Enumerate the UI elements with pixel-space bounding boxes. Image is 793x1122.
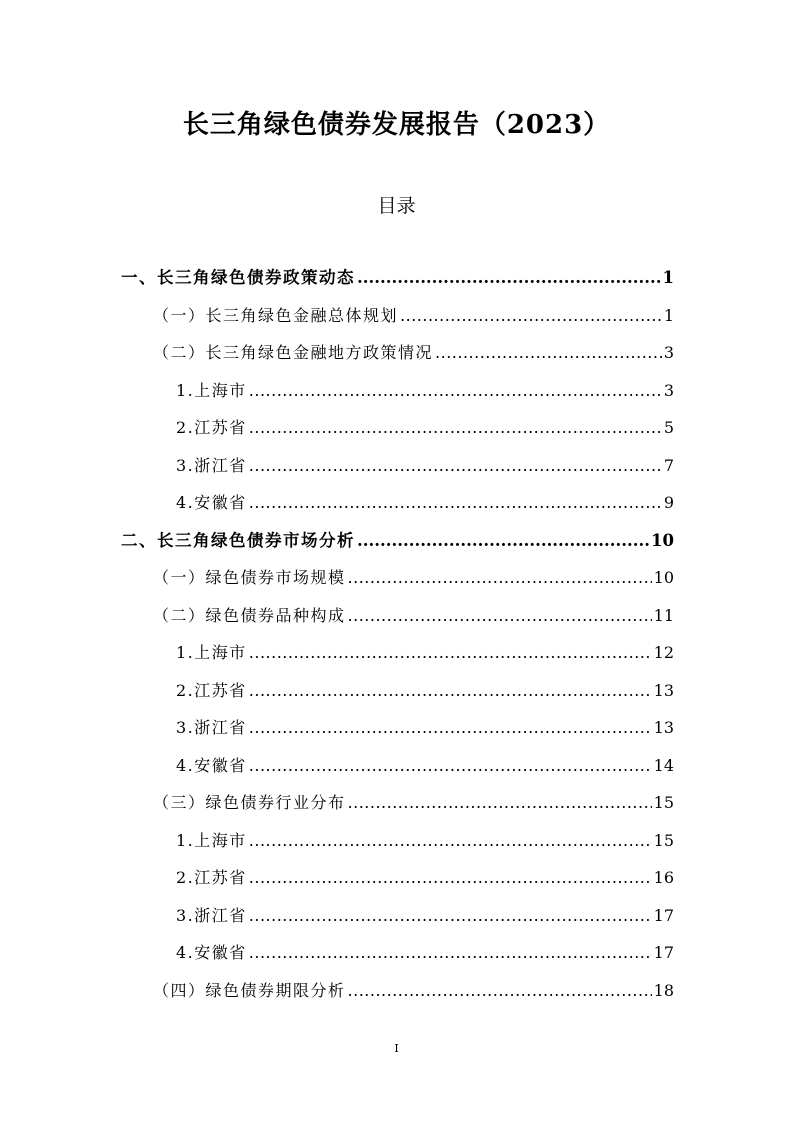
- toc-entry[interactable]: [176, 863, 674, 893]
- toc-entry[interactable]: [121, 526, 674, 556]
- toc-entry[interactable]: [176, 751, 674, 781]
- toc-entry-page-number: 3: [663, 380, 674, 400]
- toc-entry-title: 2.江苏省: [176, 680, 247, 700]
- toc-entry-title: 3.浙江省: [176, 455, 247, 475]
- toc-dot-leader: [249, 676, 652, 706]
- document-title: 长三角绿色债券发展报告（2023）: [182, 110, 611, 140]
- toc-entry-page-number: 13: [653, 680, 674, 700]
- toc-entry-title: （二）绿色债券品种构成: [153, 605, 346, 625]
- toc-dot-leader: [249, 376, 662, 406]
- toc-entry-page-number: 17: [653, 943, 674, 962]
- toc-dot-leader: [348, 563, 652, 593]
- toc-entry-page-number: 3: [663, 343, 674, 362]
- toc-dot-leader: [249, 863, 652, 893]
- toc-entry-title: （二）长三角绿色金融地方政策情况: [153, 343, 434, 362]
- toc-entry-page-number: 10: [653, 568, 674, 587]
- toc-entry-page-number: 15: [653, 830, 674, 850]
- toc-entry-title: （一）绿色债券市场规模: [153, 568, 346, 587]
- toc-entry[interactable]: [176, 901, 674, 931]
- toc-entry-page-number: 12: [653, 643, 674, 662]
- toc-entry-page-number: 1: [662, 268, 674, 287]
- toc-dot-leader: [249, 413, 662, 443]
- toc-entry-title: 3.浙江省: [176, 718, 247, 737]
- toc-entry-title: （一）长三角绿色金融总体规划: [153, 305, 399, 325]
- toc-dot-leader: [249, 638, 652, 668]
- toc-entry[interactable]: [176, 713, 674, 743]
- toc-dot-leader: [348, 601, 652, 631]
- toc-dot-leader: [357, 263, 661, 293]
- toc-entry[interactable]: [153, 788, 674, 818]
- toc-dot-leader: [249, 751, 652, 781]
- toc-entry[interactable]: [176, 938, 674, 968]
- toc-entry-title: （三）绿色债券行业分布: [153, 793, 346, 812]
- toc-dot-leader: [249, 901, 652, 931]
- toc-entry-title: 1.上海市: [176, 643, 247, 662]
- toc-entry-title: （四）绿色债券期限分析: [153, 980, 346, 1000]
- toc-entry[interactable]: [176, 638, 674, 668]
- toc-entry[interactable]: [153, 338, 674, 368]
- toc-entry-page-number: 13: [653, 718, 674, 737]
- toc-entry[interactable]: [153, 563, 674, 593]
- toc-dot-leader: [249, 713, 652, 743]
- toc-entry[interactable]: [176, 376, 674, 406]
- toc-entry-title: 1.上海市: [176, 830, 247, 850]
- toc-entry-page-number: 1: [663, 305, 674, 325]
- toc-dot-leader: [249, 451, 662, 481]
- toc-entry-title: 4.安徽省: [176, 493, 247, 512]
- toc-entry-page-number: 16: [653, 868, 674, 887]
- toc-entry-page-number: 15: [653, 793, 674, 812]
- toc-heading: 目录: [377, 195, 416, 217]
- toc-entry-page-number: 7: [663, 455, 674, 475]
- toc-entry[interactable]: [176, 676, 674, 706]
- toc-entry-page-number: 10: [651, 530, 674, 550]
- toc-entry-page-number: 14: [653, 755, 674, 775]
- toc-dot-leader: [249, 826, 652, 856]
- toc-entry-title: 2.江苏省: [176, 418, 247, 437]
- toc-entry[interactable]: [176, 826, 674, 856]
- toc-entry-page-number: 5: [663, 418, 674, 437]
- toc-entry-page-number: 11: [653, 605, 674, 625]
- toc-entry[interactable]: [176, 488, 674, 518]
- toc-entry-page-number: 9: [663, 493, 674, 512]
- toc-entry-title: 4.安徽省: [176, 755, 247, 775]
- toc-entry[interactable]: [176, 413, 674, 443]
- toc-entry[interactable]: [121, 263, 674, 293]
- toc-entry[interactable]: [153, 301, 674, 331]
- toc-dot-leader: [348, 976, 652, 1006]
- toc-dot-leader: [435, 338, 662, 368]
- toc-dot-leader: [357, 526, 649, 556]
- toc-entry-title: 2.江苏省: [176, 868, 247, 887]
- toc-dot-leader: [249, 488, 662, 518]
- toc-entry-page-number: 18: [653, 980, 674, 1000]
- toc-entry[interactable]: [153, 976, 674, 1006]
- toc-entry-title: 4.安徽省: [176, 943, 247, 962]
- page-number: I: [394, 1042, 399, 1055]
- toc-entry-title: 3.浙江省: [176, 905, 247, 925]
- toc-entry-title: 1.上海市: [176, 380, 247, 400]
- toc-dot-leader: [249, 938, 652, 968]
- toc-entry-title: 二、长三角绿色债券市场分析: [121, 530, 355, 550]
- toc-dot-leader: [400, 301, 662, 331]
- toc-entry-title: 一、长三角绿色债券政策动态: [121, 268, 355, 287]
- toc-dot-leader: [348, 788, 652, 818]
- toc-entry[interactable]: [176, 451, 674, 481]
- toc-entry-page-number: 17: [653, 905, 674, 925]
- toc-entry[interactable]: [153, 601, 674, 631]
